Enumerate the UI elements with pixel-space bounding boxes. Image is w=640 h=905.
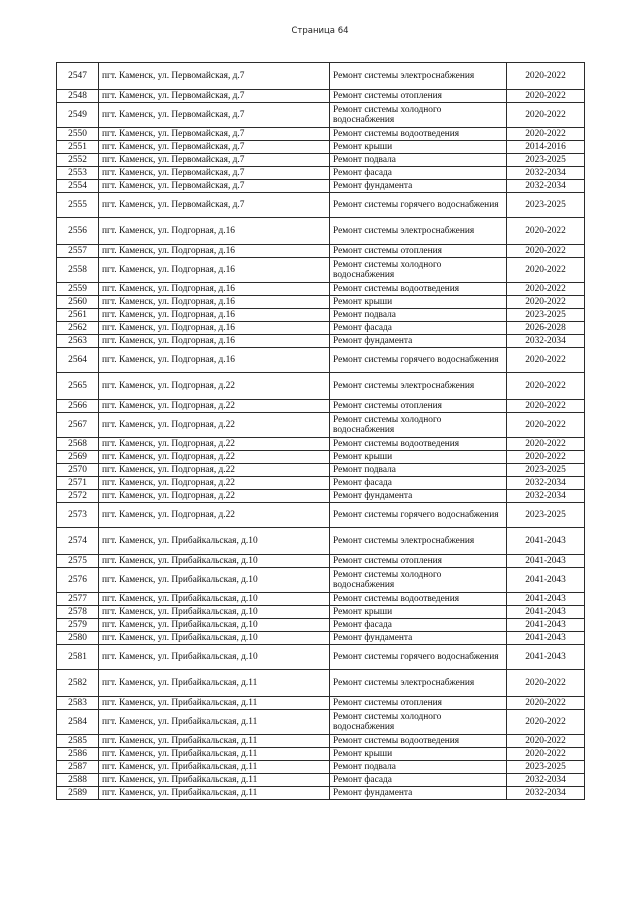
address-cell: пгт. Каменск, ул. Первомайская, д.7 <box>99 180 330 193</box>
row-number-cell: 2571 <box>57 477 99 490</box>
work-type-cell: Ремонт системы электроснабжения <box>330 670 507 697</box>
period-cell: 2023-2025 <box>507 309 585 322</box>
work-type-cell: Ремонт системы водоотведения <box>330 593 507 606</box>
table-row <box>57 761 585 774</box>
table-row <box>57 555 585 568</box>
period-cell: 2020-2022 <box>507 697 585 710</box>
period-cell: 2020-2022 <box>507 63 585 90</box>
period-cell: 2023-2025 <box>507 503 585 528</box>
work-type-cell: Ремонт системы отопления <box>330 697 507 710</box>
address-cell: пгт. Каменск, ул. Прибайкальская, д.11 <box>99 697 330 710</box>
address-cell: пгт. Каменск, ул. Подгорная, д.22 <box>99 373 330 400</box>
row-number-cell: 2572 <box>57 490 99 503</box>
work-type-cell: Ремонт системы холодного водоснабжения <box>330 103 507 128</box>
table-row <box>57 670 585 697</box>
table-row <box>57 167 585 180</box>
address-cell: пгт. Каменск, ул. Прибайкальская, д.11 <box>99 748 330 761</box>
period-cell: 2020-2022 <box>507 748 585 761</box>
row-number-cell: 2579 <box>57 619 99 632</box>
table-body <box>57 63 585 800</box>
work-type-cell: Ремонт фундамента <box>330 335 507 348</box>
period-cell: 2032-2034 <box>507 774 585 787</box>
table-row <box>57 218 585 245</box>
row-number-cell: 2563 <box>57 335 99 348</box>
period-cell: 2020-2022 <box>507 451 585 464</box>
address-cell: пгт. Каменск, ул. Подгорная, д.22 <box>99 477 330 490</box>
address-cell: пгт. Каменск, ул. Прибайкальская, д.11 <box>99 774 330 787</box>
period-cell: 2020-2022 <box>507 245 585 258</box>
period-cell: 2041-2043 <box>507 555 585 568</box>
address-cell: пгт. Каменск, ул. Подгорная, д.16 <box>99 309 330 322</box>
table-row <box>57 464 585 477</box>
table-row <box>57 373 585 400</box>
row-number-cell: 2565 <box>57 373 99 400</box>
period-cell: 2041-2043 <box>507 606 585 619</box>
address-cell: пгт. Каменск, ул. Подгорная, д.16 <box>99 245 330 258</box>
period-cell: 2023-2025 <box>507 464 585 477</box>
table-row <box>57 477 585 490</box>
period-cell: 2032-2034 <box>507 787 585 800</box>
period-cell: 2041-2043 <box>507 568 585 593</box>
repair-schedule-table <box>56 62 585 800</box>
row-number-cell: 2570 <box>57 464 99 477</box>
address-cell: пгт. Каменск, ул. Подгорная, д.22 <box>99 464 330 477</box>
row-number-cell: 2588 <box>57 774 99 787</box>
page-title: Страница 64 <box>291 26 349 36</box>
table-row <box>57 593 585 606</box>
address-cell: пгт. Каменск, ул. Первомайская, д.7 <box>99 103 330 128</box>
address-cell: пгт. Каменск, ул. Подгорная, д.22 <box>99 438 330 451</box>
address-cell: пгт. Каменск, ул. Подгорная, д.22 <box>99 490 330 503</box>
period-cell: 2026-2028 <box>507 322 585 335</box>
address-cell: пгт. Каменск, ул. Прибайкальская, д.10 <box>99 632 330 645</box>
work-type-cell: Ремонт системы холодного водоснабжения <box>330 710 507 735</box>
period-cell: 2020-2022 <box>507 348 585 373</box>
row-number-cell: 2549 <box>57 103 99 128</box>
work-type-cell: Ремонт системы водоотведения <box>330 283 507 296</box>
period-cell: 2014-2016 <box>507 141 585 154</box>
address-cell: пгт. Каменск, ул. Подгорная, д.16 <box>99 218 330 245</box>
row-number-cell: 2580 <box>57 632 99 645</box>
period-cell: 2020-2022 <box>507 400 585 413</box>
row-number-cell: 2589 <box>57 787 99 800</box>
period-cell: 2032-2034 <box>507 477 585 490</box>
row-number-cell: 2564 <box>57 348 99 373</box>
period-cell: 2041-2043 <box>507 632 585 645</box>
row-number-cell: 2562 <box>57 322 99 335</box>
address-cell: пгт. Каменск, ул. Прибайкальская, д.10 <box>99 568 330 593</box>
row-number-cell: 2554 <box>57 180 99 193</box>
row-number-cell: 2586 <box>57 748 99 761</box>
row-number-cell: 2587 <box>57 761 99 774</box>
row-number-cell: 2553 <box>57 167 99 180</box>
address-cell: пгт. Каменск, ул. Прибайкальская, д.11 <box>99 710 330 735</box>
address-cell: пгт. Каменск, ул. Прибайкальская, д.10 <box>99 619 330 632</box>
row-number-cell: 2575 <box>57 555 99 568</box>
row-number-cell: 2577 <box>57 593 99 606</box>
table-row <box>57 774 585 787</box>
address-cell: пгт. Каменск, ул. Прибайкальская, д.10 <box>99 555 330 568</box>
row-number-cell: 2582 <box>57 670 99 697</box>
work-type-cell: Ремонт системы горячего водоснабжения <box>330 645 507 670</box>
table-row <box>57 697 585 710</box>
table-row <box>57 245 585 258</box>
work-type-cell: Ремонт крыши <box>330 141 507 154</box>
work-type-cell: Ремонт системы электроснабжения <box>330 63 507 90</box>
address-cell: пгт. Каменск, ул. Подгорная, д.22 <box>99 413 330 438</box>
address-cell: пгт. Каменск, ул. Подгорная, д.16 <box>99 348 330 373</box>
work-type-cell: Ремонт системы холодного водоснабжения <box>330 568 507 593</box>
address-cell: пгт. Каменск, ул. Первомайская, д.7 <box>99 154 330 167</box>
period-cell: 2020-2022 <box>507 218 585 245</box>
work-type-cell: Ремонт системы горячего водоснабжения <box>330 193 507 218</box>
row-number-cell: 2559 <box>57 283 99 296</box>
period-cell: 2032-2034 <box>507 490 585 503</box>
work-type-cell: Ремонт фасада <box>330 774 507 787</box>
address-cell: пгт. Каменск, ул. Прибайкальская, д.10 <box>99 606 330 619</box>
table-row <box>57 154 585 167</box>
work-type-cell: Ремонт системы отопления <box>330 90 507 103</box>
work-type-cell: Ремонт системы электроснабжения <box>330 373 507 400</box>
work-type-cell: Ремонт подвала <box>330 761 507 774</box>
period-cell: 2020-2022 <box>507 438 585 451</box>
row-number-cell: 2561 <box>57 309 99 322</box>
table-row <box>57 787 585 800</box>
row-number-cell: 2551 <box>57 141 99 154</box>
row-number-cell: 2574 <box>57 528 99 555</box>
address-cell: пгт. Каменск, ул. Подгорная, д.16 <box>99 335 330 348</box>
work-type-cell: Ремонт системы водоотведения <box>330 735 507 748</box>
work-type-cell: Ремонт фасада <box>330 477 507 490</box>
table-row <box>57 490 585 503</box>
work-type-cell: Ремонт системы холодного водоснабжения <box>330 258 507 283</box>
table-row <box>57 735 585 748</box>
period-cell: 2020-2022 <box>507 735 585 748</box>
table-row <box>57 606 585 619</box>
period-cell: 2041-2043 <box>507 619 585 632</box>
row-number-cell: 2558 <box>57 258 99 283</box>
address-cell: пгт. Каменск, ул. Прибайкальская, д.11 <box>99 787 330 800</box>
work-type-cell: Ремонт подвала <box>330 309 507 322</box>
row-number-cell: 2555 <box>57 193 99 218</box>
table-row <box>57 296 585 309</box>
table-row <box>57 258 585 283</box>
row-number-cell: 2581 <box>57 645 99 670</box>
row-number-cell: 2584 <box>57 710 99 735</box>
period-cell: 2020-2022 <box>507 90 585 103</box>
period-cell: 2020-2022 <box>507 283 585 296</box>
address-cell: пгт. Каменск, ул. Первомайская, д.7 <box>99 90 330 103</box>
address-cell: пгт. Каменск, ул. Подгорная, д.16 <box>99 258 330 283</box>
address-cell: пгт. Каменск, ул. Прибайкальская, д.11 <box>99 670 330 697</box>
address-cell: пгт. Каменск, ул. Первомайская, д.7 <box>99 167 330 180</box>
table-row <box>57 451 585 464</box>
work-type-cell: Ремонт системы водоотведения <box>330 438 507 451</box>
address-cell: пгт. Каменск, ул. Подгорная, д.16 <box>99 283 330 296</box>
work-type-cell: Ремонт системы отопления <box>330 400 507 413</box>
table-row <box>57 103 585 128</box>
row-number-cell: 2548 <box>57 90 99 103</box>
period-cell: 2041-2043 <box>507 593 585 606</box>
work-type-cell: Ремонт фасада <box>330 167 507 180</box>
work-type-cell: Ремонт фасада <box>330 322 507 335</box>
work-type-cell: Ремонт крыши <box>330 451 507 464</box>
address-cell: пгт. Каменск, ул. Первомайская, д.7 <box>99 63 330 90</box>
address-cell: пгт. Каменск, ул. Первомайская, д.7 <box>99 193 330 218</box>
period-cell: 2020-2022 <box>507 128 585 141</box>
table-row <box>57 63 585 90</box>
period-cell: 2032-2034 <box>507 180 585 193</box>
row-number-cell: 2585 <box>57 735 99 748</box>
row-number-cell: 2567 <box>57 413 99 438</box>
period-cell: 2041-2043 <box>507 645 585 670</box>
work-type-cell: Ремонт крыши <box>330 296 507 309</box>
work-type-cell: Ремонт системы холодного водоснабжения <box>330 413 507 438</box>
table-row <box>57 438 585 451</box>
table-row <box>57 748 585 761</box>
row-number-cell: 2566 <box>57 400 99 413</box>
table-row <box>57 413 585 438</box>
row-number-cell: 2569 <box>57 451 99 464</box>
work-type-cell: Ремонт системы электроснабжения <box>330 218 507 245</box>
address-cell: пгт. Каменск, ул. Подгорная, д.22 <box>99 451 330 464</box>
row-number-cell: 2552 <box>57 154 99 167</box>
row-number-cell: 2573 <box>57 503 99 528</box>
address-cell: пгт. Каменск, ул. Подгорная, д.22 <box>99 503 330 528</box>
table-row <box>57 90 585 103</box>
period-cell: 2020-2022 <box>507 103 585 128</box>
work-type-cell: Ремонт фундамента <box>330 787 507 800</box>
table-row <box>57 309 585 322</box>
table-row <box>57 128 585 141</box>
period-cell: 2032-2034 <box>507 167 585 180</box>
address-cell: пгт. Каменск, ул. Прибайкальская, д.10 <box>99 645 330 670</box>
period-cell: 2020-2022 <box>507 258 585 283</box>
row-number-cell: 2557 <box>57 245 99 258</box>
row-number-cell: 2547 <box>57 63 99 90</box>
table-row <box>57 619 585 632</box>
row-number-cell: 2550 <box>57 128 99 141</box>
row-number-cell: 2583 <box>57 697 99 710</box>
address-cell: пгт. Каменск, ул. Прибайкальская, д.11 <box>99 735 330 748</box>
address-cell: пгт. Каменск, ул. Подгорная, д.16 <box>99 322 330 335</box>
work-type-cell: Ремонт фундамента <box>330 490 507 503</box>
table-row <box>57 193 585 218</box>
table-row <box>57 180 585 193</box>
period-cell: 2023-2025 <box>507 193 585 218</box>
period-cell: 2020-2022 <box>507 373 585 400</box>
table-row <box>57 348 585 373</box>
row-number-cell: 2568 <box>57 438 99 451</box>
row-number-cell: 2578 <box>57 606 99 619</box>
period-cell: 2041-2043 <box>507 528 585 555</box>
row-number-cell: 2560 <box>57 296 99 309</box>
table-row <box>57 503 585 528</box>
work-type-cell: Ремонт системы электроснабжения <box>330 528 507 555</box>
row-number-cell: 2556 <box>57 218 99 245</box>
period-cell: 2020-2022 <box>507 710 585 735</box>
work-type-cell: Ремонт фундамента <box>330 632 507 645</box>
table-row <box>57 645 585 670</box>
address-cell: пгт. Каменск, ул. Прибайкальская, д.10 <box>99 528 330 555</box>
address-cell: пгт. Каменск, ул. Подгорная, д.22 <box>99 400 330 413</box>
work-type-cell: Ремонт фундамента <box>330 180 507 193</box>
address-cell: пгт. Каменск, ул. Первомайская, д.7 <box>99 128 330 141</box>
period-cell: 2020-2022 <box>507 296 585 309</box>
address-cell: пгт. Каменск, ул. Прибайкальская, д.11 <box>99 761 330 774</box>
period-cell: 2023-2025 <box>507 761 585 774</box>
period-cell: 2020-2022 <box>507 670 585 697</box>
work-type-cell: Ремонт фасада <box>330 619 507 632</box>
work-type-cell: Ремонт подвала <box>330 464 507 477</box>
work-type-cell: Ремонт системы горячего водоснабжения <box>330 503 507 528</box>
work-type-cell: Ремонт системы отопления <box>330 555 507 568</box>
period-cell: 2032-2034 <box>507 335 585 348</box>
address-cell: пгт. Каменск, ул. Первомайская, д.7 <box>99 141 330 154</box>
table-row <box>57 710 585 735</box>
table-row <box>57 141 585 154</box>
row-number-cell: 2576 <box>57 568 99 593</box>
table-row <box>57 322 585 335</box>
period-cell: 2023-2025 <box>507 154 585 167</box>
table-row <box>57 335 585 348</box>
work-type-cell: Ремонт подвала <box>330 154 507 167</box>
table-row <box>57 568 585 593</box>
work-type-cell: Ремонт крыши <box>330 606 507 619</box>
address-cell: пгт. Каменск, ул. Подгорная, д.16 <box>99 296 330 309</box>
work-type-cell: Ремонт системы отопления <box>330 245 507 258</box>
address-cell: пгт. Каменск, ул. Прибайкальская, д.10 <box>99 593 330 606</box>
work-type-cell: Ремонт крыши <box>330 748 507 761</box>
table-row <box>57 400 585 413</box>
table-row <box>57 528 585 555</box>
work-type-cell: Ремонт системы горячего водоснабжения <box>330 348 507 373</box>
work-type-cell: Ремонт системы водоотведения <box>330 128 507 141</box>
table-row <box>57 632 585 645</box>
period-cell: 2020-2022 <box>507 413 585 438</box>
table-row <box>57 283 585 296</box>
